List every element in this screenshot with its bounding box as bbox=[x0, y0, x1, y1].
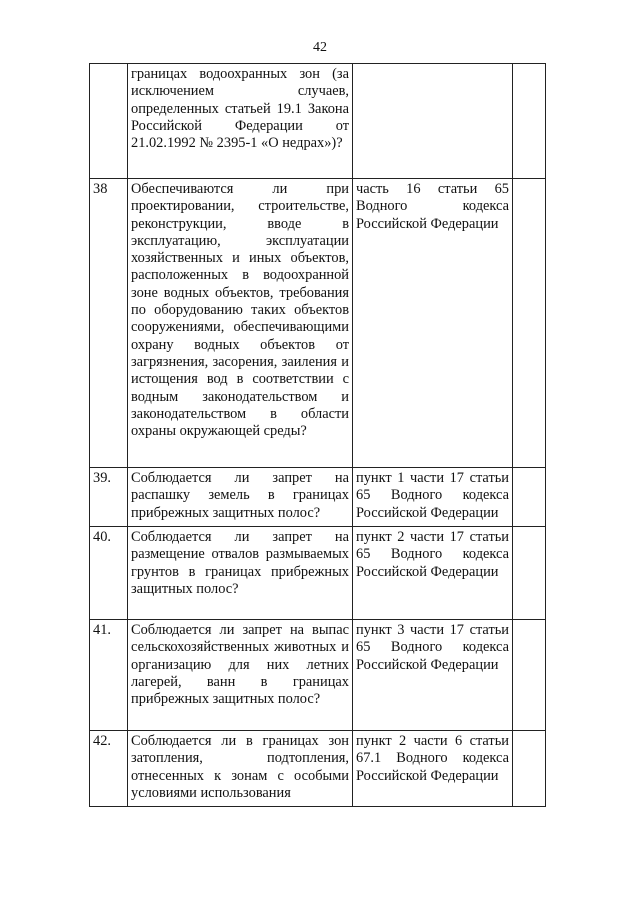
row-number: 41. bbox=[90, 620, 128, 731]
table-row bbox=[90, 620, 546, 731]
legal-reference-cell: часть 16 статьи 65 Водного кодекса Российской Федерации bbox=[353, 179, 513, 468]
row-number: 39. bbox=[90, 468, 128, 527]
table-row bbox=[90, 179, 546, 468]
question-cell: Соблюдается ли запрет на выпас сельскохозяйственных животных и организацию для них летних лагерей, ванн в границах прибрежных защитных полос? bbox=[128, 620, 353, 731]
answer-cell bbox=[513, 620, 546, 731]
question-cell: Соблюдается ли запрет на распашку земель в границах прибрежных защитных полос? bbox=[128, 468, 353, 527]
question-cell: Обеспечиваются ли при проектировании, строительстве, реконструкции, вводе в эксплуатацию, эксплуатации хозяйственных и иных объектов, расположенных в водоохранной зоне водных объектов, требования по оборудованию таких объектов сооружениями, обеспечивающими охрану водных объектов от загрязнения, засорения, заиления и истощения вод в соответствии с водным законодательством и законодательством в области охраны окружающей среды? bbox=[128, 179, 353, 468]
table-row bbox=[90, 64, 546, 179]
table-row bbox=[90, 468, 546, 527]
legal-reference-cell: пункт 2 части 6 статьи 67.1 Водного кодекса Российской Федерации bbox=[353, 731, 513, 807]
answer-cell bbox=[513, 527, 546, 620]
row-number: 38 bbox=[90, 179, 128, 468]
checklist-table bbox=[89, 63, 546, 807]
row-number: 40. bbox=[90, 527, 128, 620]
row-number bbox=[90, 64, 128, 179]
question-cell: Соблюдается ли запрет на размещение отвалов размываемых грунтов в границах прибрежных защитных полос? bbox=[128, 527, 353, 620]
answer-cell bbox=[513, 179, 546, 468]
question-cell: Соблюдается ли в границах зон затопления, подтопления, отнесенных к зонам с особыми условиями использования bbox=[128, 731, 353, 807]
page-number: 42 bbox=[313, 40, 327, 55]
legal-reference-cell: пункт 2 части 17 статьи 65 Водного кодекса Российской Федерации bbox=[353, 527, 513, 620]
answer-cell bbox=[513, 64, 546, 179]
legal-reference-cell: пункт 3 части 17 статьи 65 Водного кодекса Российской Федерации bbox=[353, 620, 513, 731]
row-number: 42. bbox=[90, 731, 128, 807]
table-row bbox=[90, 527, 546, 620]
table-row bbox=[90, 731, 546, 807]
answer-cell bbox=[513, 468, 546, 527]
legal-reference-cell: пункт 1 части 17 статьи 65 Водного кодекса Российской Федерации bbox=[353, 468, 513, 527]
answer-cell bbox=[513, 731, 546, 807]
legal-reference-cell bbox=[353, 64, 513, 179]
question-cell: границах водоохранных зон (за исключением случаев, определенных статьей 19.1 Закона Российской Федерации от 21.02.1992 № 2395-1 «О недрах»)? bbox=[128, 64, 353, 179]
